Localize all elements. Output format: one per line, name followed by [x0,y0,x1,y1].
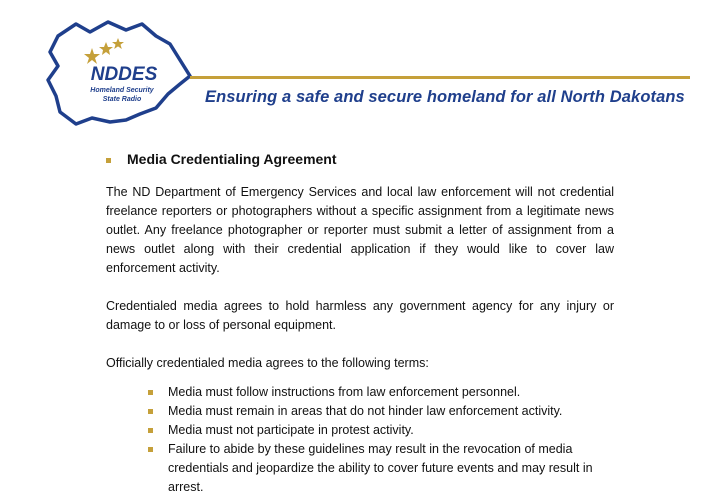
nddes-logo [30,10,200,128]
term-text: Media must not participate in protest activity. [168,423,414,437]
document-body [106,150,614,497]
list-item [148,383,614,402]
square-bullet-icon [148,409,153,414]
section-heading [106,150,614,169]
paragraph: The ND Department of Emergency Services and local law enforcement will not credential freelance reporters or photographers without a specific assignment from a legitimate news outlet. Any freelance photographer or reporter must submit a letter of assignment from a news outlet along with their credential application if they would like to cover law enforcement activity. [106,185,614,275]
logo-line-2: State Radio [102,96,142,103]
paragraph: Credentialed media agrees to hold harmless any government agency for any injury or damage to or loss of personal equipment. [106,299,614,332]
tagline: Ensuring a safe and secure homeland for all North Dakotans [205,88,685,106]
logo-title: NDDES [90,64,158,85]
term-text: Failure to abide by these guidelines may result in the revocation of media credentials and jeopardize the ability to cover future events and may result in arrest. [168,442,593,494]
paragraph: Officially credentialed media agrees to the following terms: [106,356,429,370]
list-item [148,402,614,421]
header-rule [190,76,690,79]
letterhead [0,0,720,140]
terms-list [106,383,614,497]
square-bullet-icon [106,158,111,163]
list-item [148,440,614,497]
document-title: Media Credentialing Agreement [127,151,337,167]
square-bullet-icon [148,390,153,395]
logo-line-1: Homeland Security [90,87,154,94]
term-text: Media must follow instructions from law enforcement personnel. [168,385,521,399]
square-bullet-icon [148,447,153,452]
list-item [148,421,614,440]
square-bullet-icon [148,428,153,433]
term-text: Media must remain in areas that do not hinder law enforcement activity. [168,404,563,418]
